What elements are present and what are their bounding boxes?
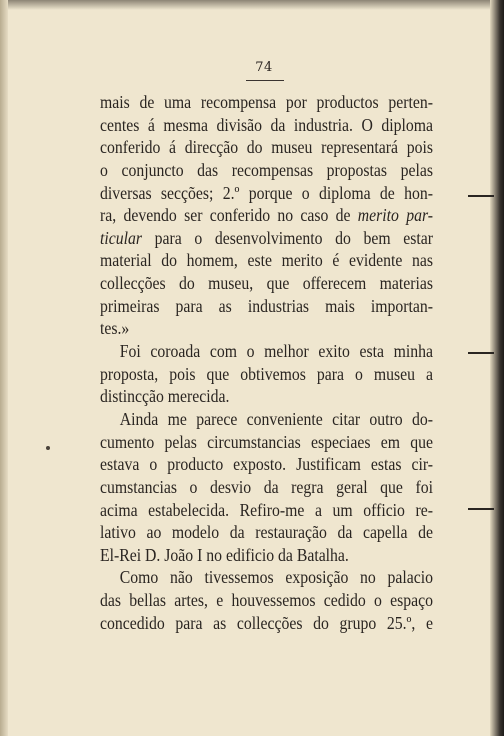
text-line [100, 227, 433, 250]
text-line: distincção merecida. [100, 386, 230, 407]
page-fore-edge [490, 0, 504, 736]
text-line: conferido á direcção do museu representará pois [100, 137, 433, 158]
text-line: cumstancias o desvio da regra geral que foi [100, 476, 433, 497]
text-line: primeiras para as industrias mais importan- [100, 295, 433, 316]
italic-text: merito par- [357, 205, 434, 226]
margin-mark [46, 446, 50, 450]
edge-mark [468, 508, 494, 510]
text-line: Como não tivessemos exposição no palacio [119, 567, 434, 588]
text-line: El-Rei D. João I no edificio da Batalha. [100, 544, 349, 565]
text-run: para o desenvolvimento do bem estar [142, 227, 433, 248]
text-line: diversas secções; 2.º porque o diploma de hon- [100, 182, 433, 203]
text-line: proposta, pois que obtivemos para o museu a [100, 363, 433, 384]
text-line: o conjuncto das recompensas propostas pelas [100, 159, 433, 180]
text-line: Ainda me parece conveniente citar outro do- [119, 408, 434, 429]
text-line: tes.» [100, 318, 130, 339]
text-line: Foi coroada com o melhor exito esta minha [119, 341, 434, 362]
body-text [100, 91, 433, 634]
text-line: cumento pelas circumstancias especiaes em que [100, 431, 433, 452]
text-run: ra, devendo ser conferido no caso de [100, 205, 358, 226]
page-number: 74 [255, 60, 273, 75]
page-gutter [0, 0, 8, 736]
text-line: mais de uma recompensa por productos perten- [100, 92, 433, 112]
text-line: das bellas artes, e houvessemos cedido o espaço [100, 590, 433, 611]
text-line: centes á mesma divisão da industria. O diploma [100, 114, 433, 135]
text-line: material do homem, este merito é evidente nas [100, 250, 433, 271]
text-line: collecções do museu, que offerecem materias [100, 273, 433, 294]
edge-mark [468, 352, 494, 354]
page-number-rule [246, 80, 284, 81]
text-line: estava o producto exposto. Justificam estas cir- [100, 454, 433, 475]
text-line: acima estabelecida. Refiro-me a um officio re- [100, 499, 433, 520]
text-line [100, 204, 433, 227]
italic-text: ticular [100, 227, 143, 248]
page-top-shadow [0, 0, 504, 10]
text-line: concedido para as collecções do grupo 25.º, e [100, 612, 433, 633]
text-line: lativo ao modelo da restauração da capella de [100, 522, 433, 543]
edge-mark [468, 195, 494, 197]
